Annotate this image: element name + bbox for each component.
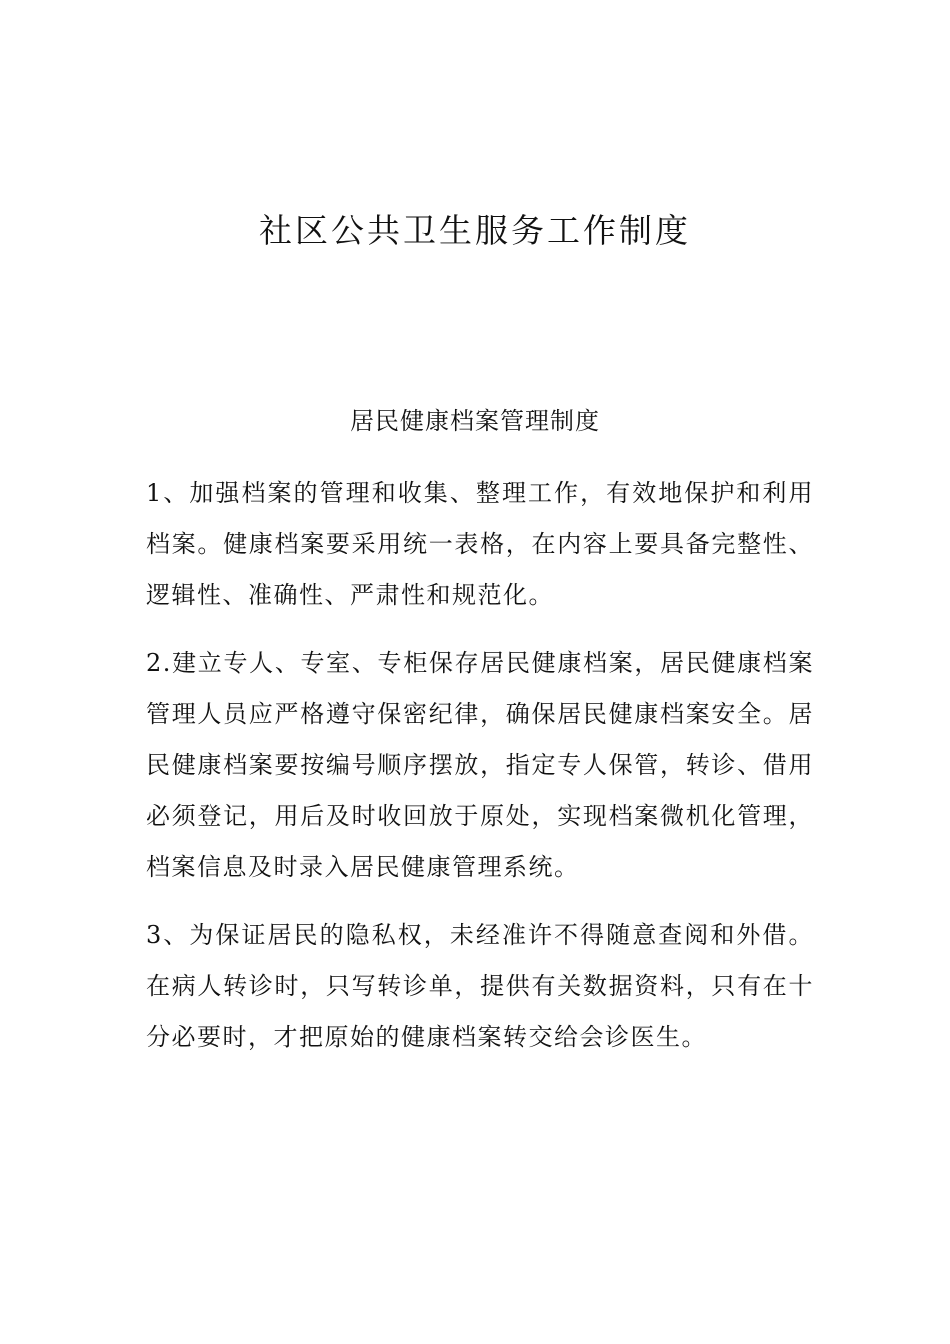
- document-title: 社区公共卫生服务工作制度: [259, 211, 691, 250]
- paragraph-3: 3、为保证居民的隐私权，未经准许不得随意查阅和外借。在病人转诊时，只写转诊单，提供有关数据资料，只有在十分必要时，才把原始的健康档案转交给会诊医生。: [146, 921, 814, 1051]
- paragraph-2: 2.建立专人、专室、专柜保存居民健康档案，居民健康档案管理人员应严格遵守保密纪律，确保居民健康档案安全。居民健康档案要按编号顺序摆放，指定专人保管，转诊、借用必须登记，用后及时收回放于原处，实现档案微机化管理，档案信息及时录入居民健康管理系统。: [146, 649, 814, 881]
- section-title: 居民健康档案管理制度: [350, 407, 600, 435]
- paragraph-1: 1、加强档案的管理和收集、整理工作，有效地保护和利用档案。健康档案要采用统一表格，在内容上要具备完整性、逻辑性、准确性、严肃性和规范化。: [146, 479, 814, 609]
